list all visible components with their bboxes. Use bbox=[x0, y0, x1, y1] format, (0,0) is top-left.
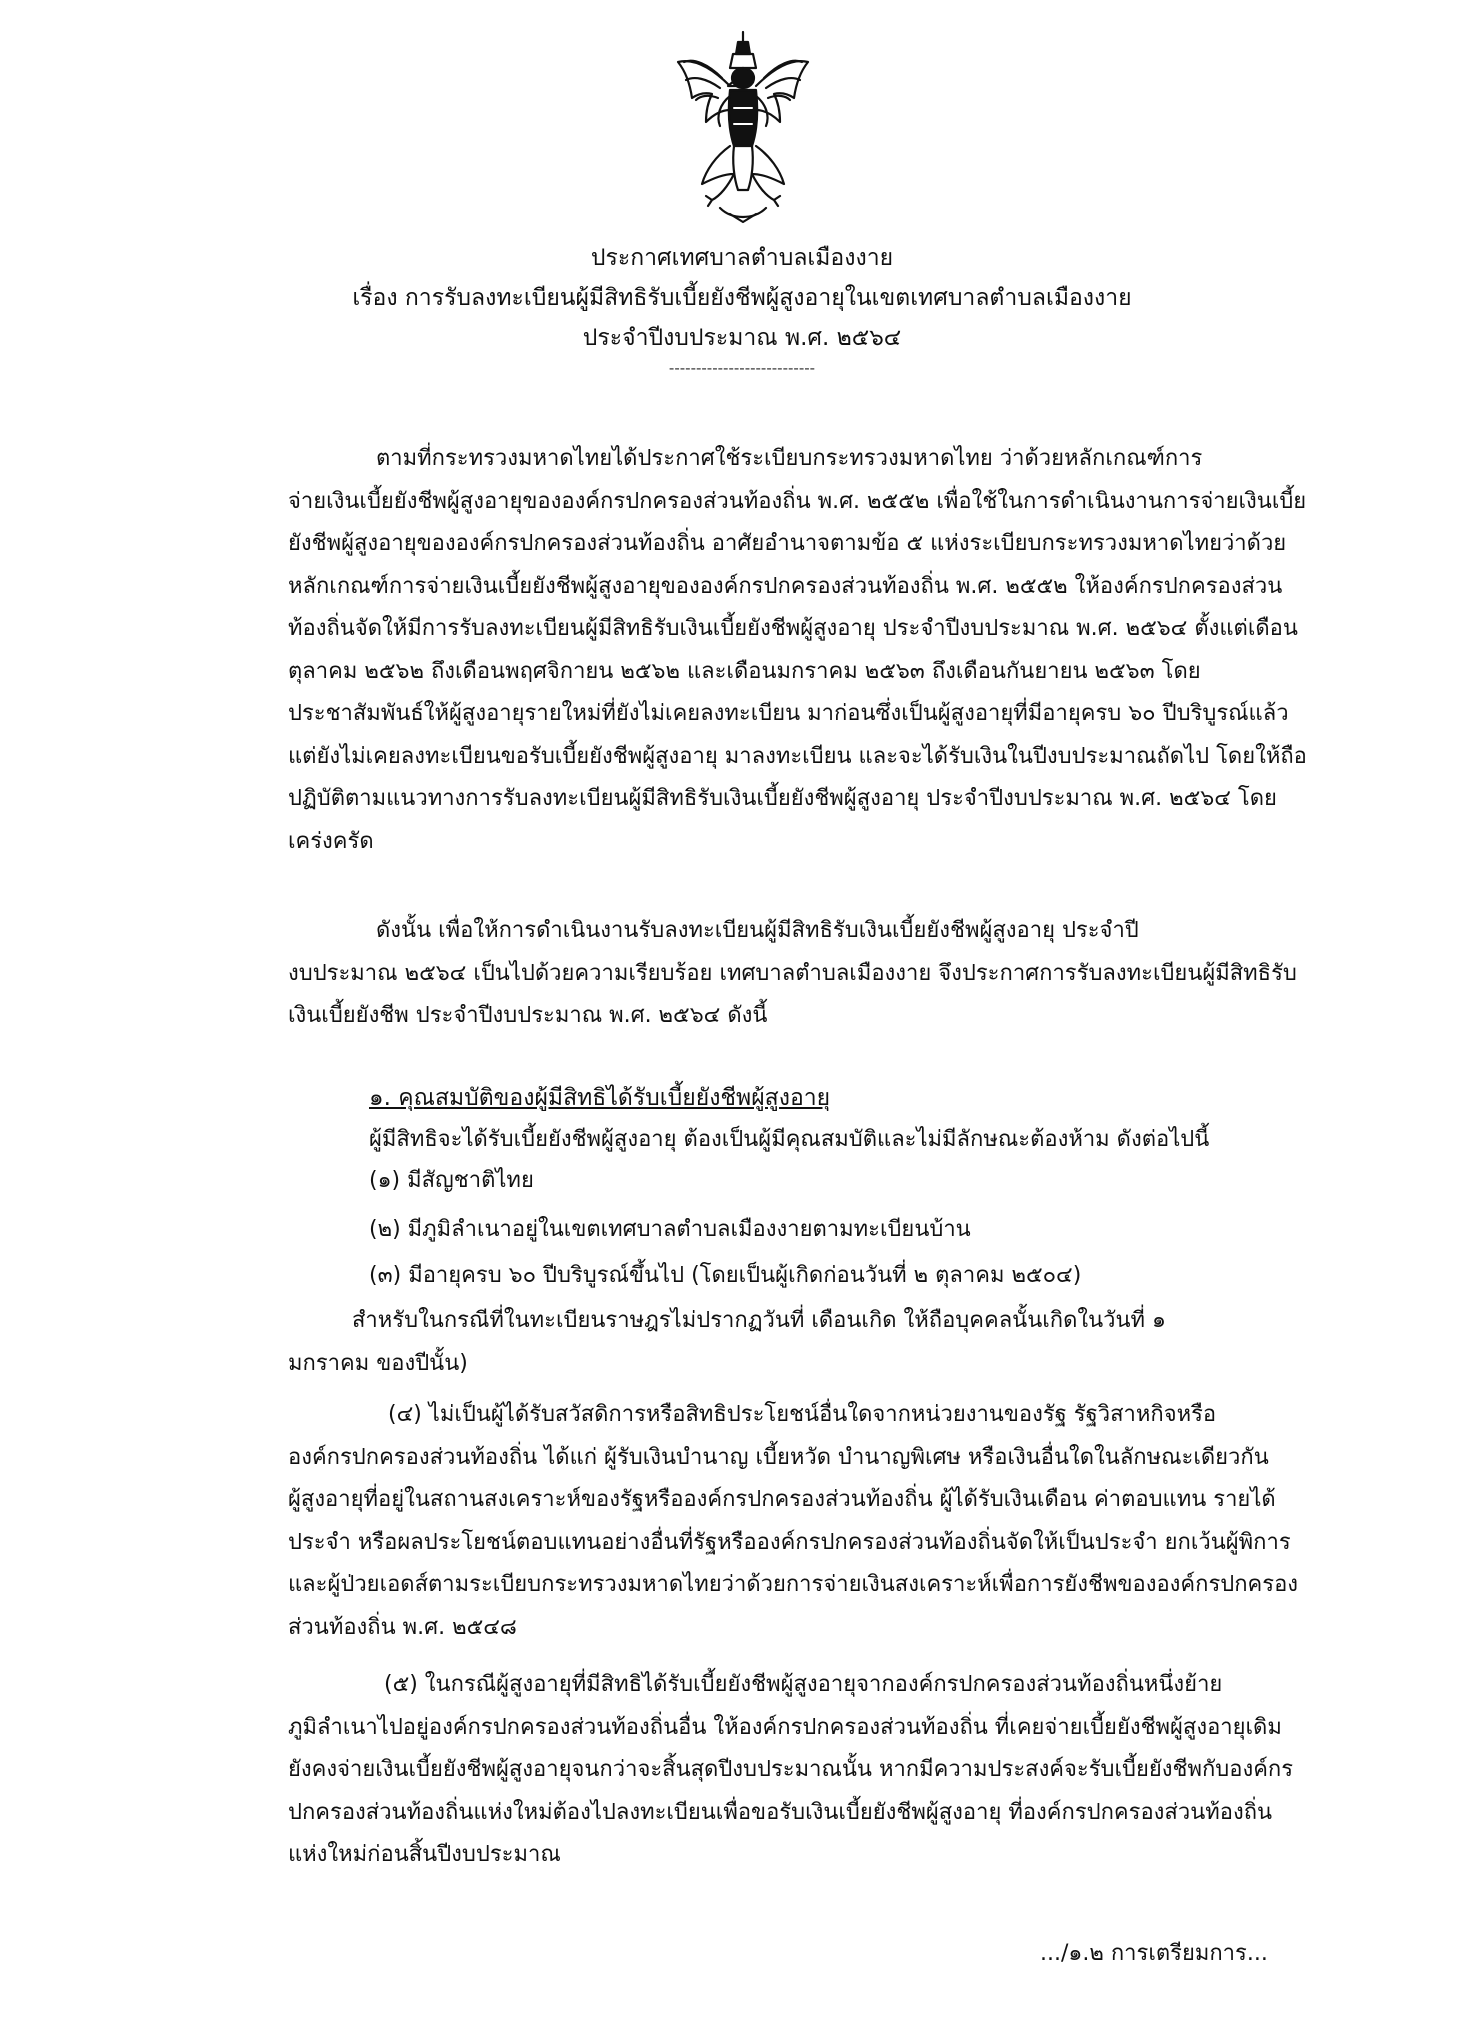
announcement-header bbox=[0, 238, 1484, 378]
paragraph-line: (๕) ในกรณีผู้สูงอายุที่มีสิทธิได้รับเบี้ยยังชีพผู้สูงอายุจากองค์กรปกครองส่วนท้องถิ่นหนึ่งย้าย bbox=[384, 1672, 1223, 1697]
qualification-item-4 bbox=[288, 1394, 1338, 1649]
paragraph-therefore bbox=[288, 910, 1338, 1038]
paragraph-intro bbox=[288, 438, 1338, 863]
paragraph-line: หลักเกณฑ์การจ่ายเงินเบี้ยยังชีพผู้สูงอายุขององค์กรปกครองส่วนท้องถิ่น พ.ศ. ๒๕๕๒ ให้องค์กรปกครองส่วน bbox=[288, 573, 1283, 599]
paragraph-line: งบประมาณ ๒๕๖๔ เป็นไปด้วยความเรียบร้อย เทศบาลตำบลเมืองงาย จึงประกาศการรับลงทะเบียนผู้มีสิทธิรับ bbox=[288, 960, 1297, 986]
qualification-item-2: (๒) มีภูมิลำเนาอยู่ในเขตเทศบาลตำบลเมืองงายตามทะเบียนบ้าน bbox=[369, 1217, 971, 1242]
paragraph-line: เคร่งครัด bbox=[288, 828, 374, 854]
fiscal-year-line: ประจำปีงบประมาณ พ.ศ. ๒๕๖๔ bbox=[582, 325, 902, 351]
paragraph-line: ตุลาคม ๒๕๖๒ ถึงเดือนพฤศจิกายน ๒๕๖๒ และเดือนมกราคม ๒๕๖๓ ถึงเดือนกันยายน ๒๕๖๓ โดย bbox=[288, 658, 1201, 684]
qualification-item-3: (๓) มีอายุครบ ๖๐ ปีบริบูรณ์ขึ้นไป (โดยเป็นผู้เกิดก่อนวันที่ ๒ ตุลาคม ๒๕๐๔) bbox=[369, 1263, 1082, 1288]
paragraph-line: ยังชีพผู้สูงอายุขององค์กรปกครองส่วนท้องถิ่น อาศัยอำนาจตามข้อ ๕ แห่งระเบียบกระทรวงมหาดไทยว่าด้วย bbox=[288, 531, 1287, 556]
header-separator: --------------------------- bbox=[668, 359, 816, 377]
paragraph-line: แต่ยังไม่เคยลงทะเบียนขอรับเบี้ยยังชีพผู้สูงอายุ มาลงทะเบียน และจะได้รับเงินในปีงบประมาณถัดไป โดยให้ถือ bbox=[288, 743, 1307, 769]
paragraph-line: และผู้ป่วยเอดส์ตามระเบียบกระทรวงมหาดไทยว่าด้วยการจ่ายเงินสงเคราะห์เพื่อการยังชีพขององค์กรปกครอง bbox=[288, 1572, 1299, 1597]
paragraph-line: เงินเบี้ยยังชีพ ประจำปีงบประมาณ พ.ศ. ๒๕๖๔ ดังนี้ bbox=[288, 1003, 768, 1028]
paragraph-line: ตามที่กระทรวงมหาดไทยได้ประกาศใช้ระเบียบกระทรวงมหาดไทย ว่าด้วยหลักเกณฑ์การ bbox=[376, 446, 1203, 471]
paragraph-line: สำหรับในกรณีที่ในทะเบียนราษฎรไม่ปรากฏวันที่ เดือนเกิด ให้ถือบุคคลนั้นเกิดในวันที่ ๑ bbox=[352, 1308, 1167, 1333]
paragraph-line: แห่งใหม่ก่อนสิ้นปีงบประมาณ bbox=[288, 1842, 561, 1867]
section-1-intro: ผู้มีสิทธิจะได้รับเบี้ยยังชีพผู้สูงอายุ ต้องเป็นผู้มีคุณสมบัติและไม่มีลักษณะต้องห้าม ดังต่อไปนี้ bbox=[369, 1127, 1210, 1152]
continuation-note: .../๑.๒ การเตรียมการ... bbox=[1040, 1941, 1268, 1966]
paragraph-line: ประชาสัมพันธ์ให้ผู้สูงอายุรายใหม่ที่ยังไม่เคยลงทะเบียน มาก่อนซึ่งเป็นผู้สูงอายุที่มีอายุครบ ๖๐ ปีบริบูรณ์แล้ว bbox=[288, 701, 1289, 726]
paragraph-line: ดังนั้น เพื่อให้การดำเนินงานรับลงทะเบียนผู้มีสิทธิรับเงินเบี้ยยังชีพผู้สูงอายุ ประจำปี bbox=[376, 918, 1139, 943]
paragraph-line: ยังคงจ่ายเงินเบี้ยยังชีพผู้สูงอายุจนกว่าจะสิ้นสุดปีงบประมาณนั้น หากมีความประสงค์จะรับเบี้ยยังชีพกับองค์กร bbox=[288, 1757, 1294, 1782]
issuer-title: ประกาศเทศบาลตำบลเมืองงาย bbox=[590, 245, 894, 271]
paragraph-line: ประจำ หรือผลประโยชน์ตอบแทนอย่างอื่นที่รัฐหรือองค์กรปกครองส่วนท้องถิ่นจัดให้เป็นประจำ ยกเว้นผู้พิการ bbox=[288, 1529, 1291, 1555]
paragraph-line: องค์กรปกครองส่วนท้องถิ่น ได้แก่ ผู้รับเงินบำนาญ เบี้ยหวัด บำนาญพิเศษ หรือเงินอื่นใดในลักษณะเดียวกัน bbox=[288, 1444, 1269, 1470]
qualification-item-5 bbox=[288, 1664, 1338, 1877]
paragraph-line: ท้องถิ่นจัดให้มีการรับลงทะเบียนผู้มีสิทธิรับเงินเบี้ยยังชีพผู้สูงอายุ ประจำปีงบประมาณ พ.ศ. ๒๕๖๔ ตั้งแต่เดือน bbox=[288, 616, 1298, 641]
section-1-title: ๑. คุณสมบัติของผู้มีสิทธิได้รับเบี้ยยังชีพผู้สูงอายุ bbox=[369, 1085, 831, 1111]
birthdate-note bbox=[288, 1300, 1338, 1385]
paragraph-line: จ่ายเงินเบี้ยยังชีพผู้สูงอายุขององค์กรปกครองส่วนท้องถิ่น พ.ศ. ๒๕๕๒ เพื่อใช้ในการดำเนินงานการจ่ายเงินเบี้ย bbox=[288, 488, 1307, 514]
garuda-emblem-icon bbox=[672, 28, 814, 224]
paragraph-line: ผู้สูงอายุที่อยู่ในสถานสงเคราะห์ของรัฐหรือองค์กรปกครองส่วนท้องถิ่น ผู้ได้รับเงินเดือน ค่าตอบแทน รายได้ bbox=[288, 1487, 1276, 1512]
paragraph-line: (๔) ไม่เป็นผู้ได้รับสวัสดิการหรือสิทธิประโยชน์อื่นใดจากหน่วยงานของรัฐ รัฐวิสาหกิจหรือ bbox=[388, 1402, 1217, 1427]
qualification-item-1: (๑) มีสัญชาติไทย bbox=[369, 1168, 534, 1193]
subject-line: เรื่อง การรับลงทะเบียนผู้มีสิทธิรับเบี้ยยังชีพผู้สูงอายุในเขตเทศบาลตำบลเมืองงาย bbox=[352, 285, 1132, 311]
paragraph-line: มกราคม ของปีนั้น) bbox=[288, 1350, 468, 1376]
paragraph-line: ภูมิลำเนาไปอยู่องค์กรปกครองส่วนท้องถิ่นอื่น ให้องค์กรปกครองส่วนท้องถิ่น ที่เคยจ่ายเบี้ยยังชีพผู้สูงอายุเดิม bbox=[288, 1714, 1282, 1740]
paragraph-line: ปฏิบัติตามแนวทางการรับลงทะเบียนผู้มีสิทธิรับเงินเบี้ยยังชีพผู้สูงอายุ ประจำปีงบประมาณ พ.ศ. ๒๕๖๔ โดย bbox=[288, 786, 1277, 811]
paragraph-line: ส่วนท้องถิ่น พ.ศ. ๒๕๔๘ bbox=[288, 1614, 517, 1640]
paragraph-line: ปกครองส่วนท้องถิ่นแห่งใหม่ต้องไปลงทะเบียนเพื่อขอรับเงินเบี้ยยังชีพผู้สูงอายุ ที่องค์กรปกครองส่วนท้องถิ่น bbox=[288, 1799, 1273, 1825]
